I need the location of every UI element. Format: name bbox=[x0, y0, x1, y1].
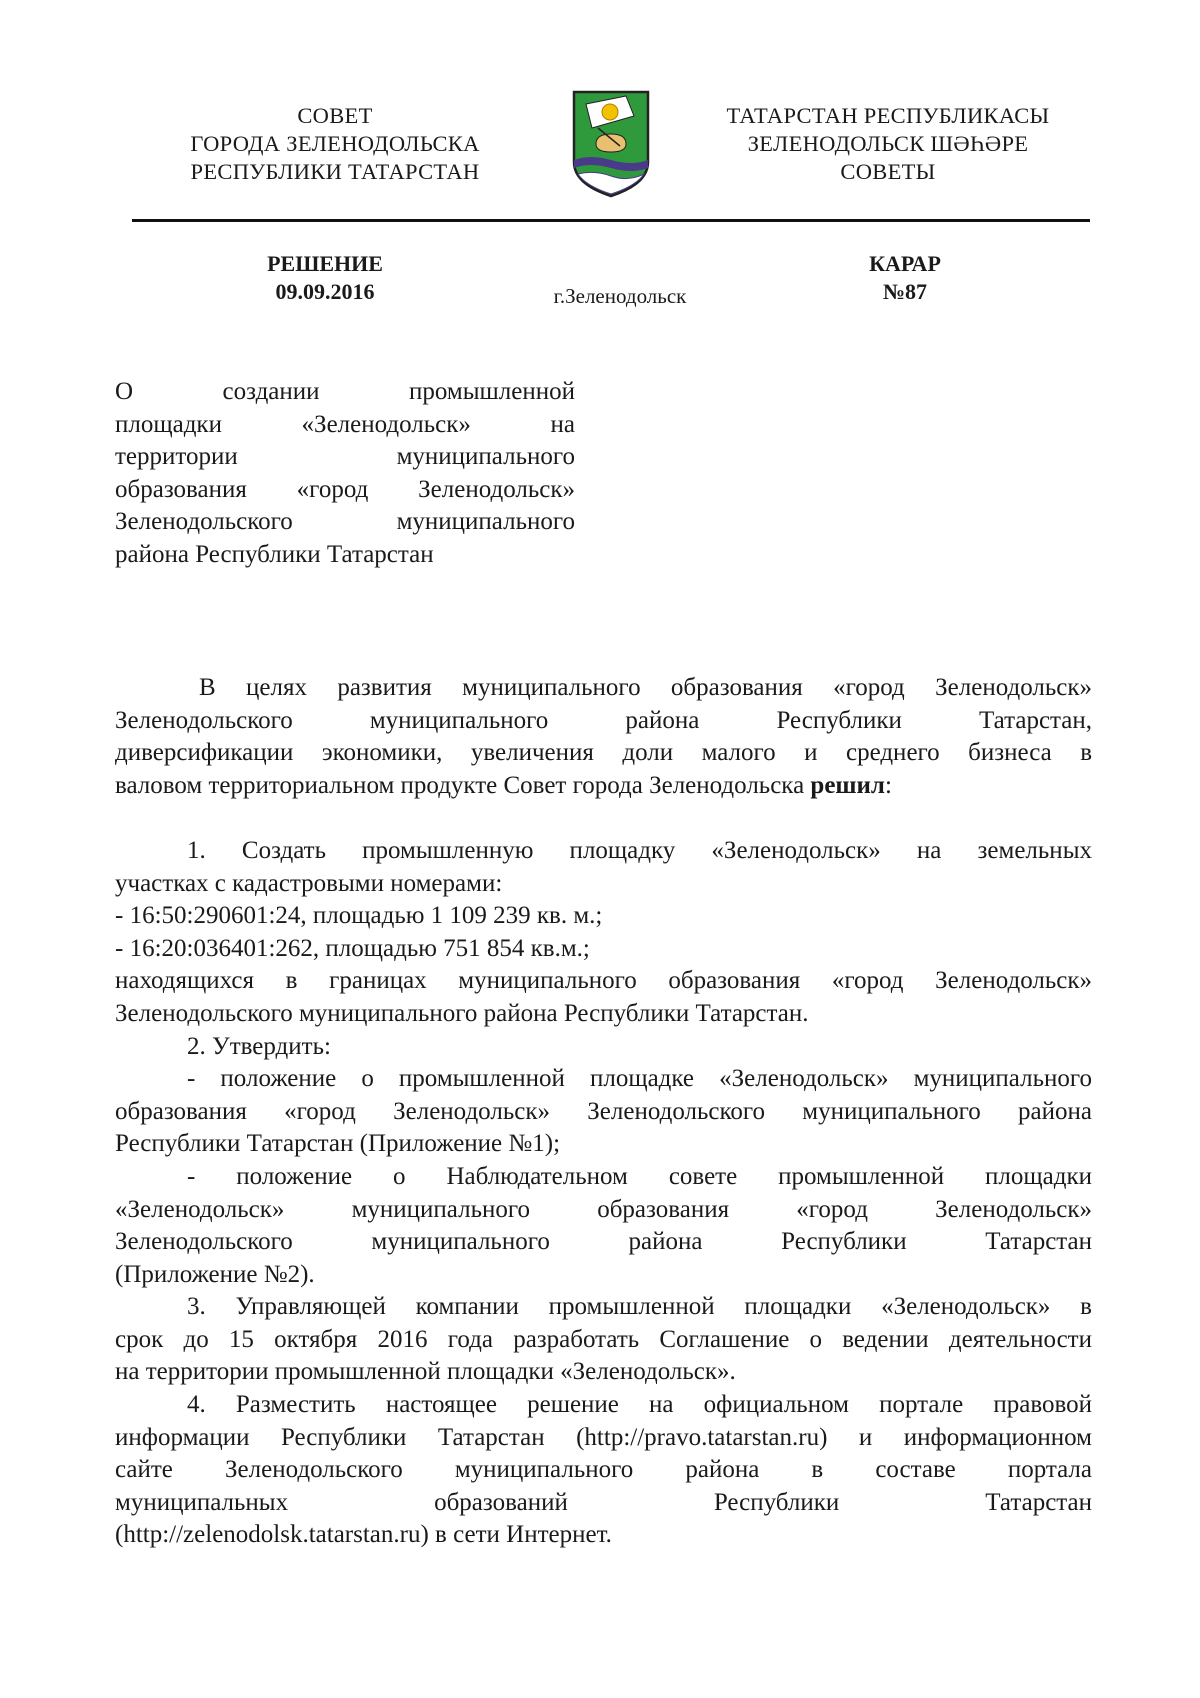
emblem-kettle bbox=[596, 134, 626, 152]
title-line: района Республики Татарстан bbox=[115, 540, 434, 568]
header-divider bbox=[132, 219, 1090, 222]
header-right-line: ТАТАРСТАН РЕСПУБЛИКАСЫ bbox=[726, 103, 1050, 128]
intro-bold-word: решил bbox=[810, 771, 885, 799]
decision-date: 09.09.2016 bbox=[275, 279, 375, 304]
body-line: сайте Зеленодольского муниципального района в составе портала bbox=[115, 1456, 1092, 1484]
body-line: находящихся в границах муниципального образования «город Зеленодольск» bbox=[115, 967, 1092, 995]
body-line: (http://zelenodolsk.tatarstan.ru) в сети Интернет. bbox=[115, 1521, 612, 1549]
header-right-line: ЗЕЛЕНОДОЛЬСК ШӘҺӘРЕ bbox=[747, 131, 1029, 156]
body-line: - 16:20:036401:262, площадью 751 854 кв.м.; bbox=[115, 934, 590, 962]
decision-number: №87 bbox=[882, 279, 928, 304]
paragraph-3 bbox=[115, 1291, 1092, 1389]
paragraph-gap bbox=[115, 802, 1092, 835]
body-line: Зеленодольского муниципального района Республики Татарстан bbox=[115, 1228, 1092, 1256]
document-subject-title bbox=[115, 376, 575, 571]
body-line: участках с кадастровыми номерами: bbox=[115, 869, 503, 897]
title-line: территории муниципального bbox=[115, 443, 575, 470]
body-line: на территории промышленной площадки «Зеленодольск». bbox=[115, 1358, 736, 1386]
header-left-line: ГОРОДА ЗЕЛЕНОДОЛЬСКА bbox=[190, 131, 480, 156]
decision-city: г.Зеленодольск bbox=[553, 284, 687, 308]
intro-paragraph bbox=[115, 672, 1092, 802]
body-line: «Зеленодольск» муниципального образования «город Зеленодольск» bbox=[115, 1195, 1092, 1223]
body-line: Зеленодольского муниципального района Республики Татарстан. bbox=[115, 999, 809, 1027]
city-coat-of-arms-emblem bbox=[570, 88, 652, 198]
body-line: диверсификации экономики, увеличения доли малого и среднего бизнеса в bbox=[115, 739, 1092, 767]
header-right-tatar bbox=[694, 102, 1082, 186]
decision-block-right bbox=[810, 250, 1000, 306]
decision-block-left bbox=[225, 250, 425, 306]
header-left-line: РЕСПУБЛИКИ ТАТАРСТАН bbox=[190, 159, 480, 184]
intro-text: валовом территориальном продукте Совет города Зеленодольска bbox=[115, 771, 805, 799]
header-left-line: СОВЕТ bbox=[297, 103, 373, 128]
header-right-line: СОВЕТЫ bbox=[840, 159, 936, 184]
body-line: 4. Разместить настоящее решение на официальном портале правовой bbox=[187, 1391, 1092, 1419]
paragraph-4 bbox=[115, 1389, 1092, 1552]
body-line: муниципальных образований Республики Татарстан bbox=[115, 1488, 1092, 1516]
body-line: 3. Управляющей компании промышленной площадки «Зеленодольск» в bbox=[187, 1293, 1092, 1321]
body-line: образования «город Зеленодольск» Зеленодольского муниципального района bbox=[115, 1097, 1092, 1125]
paragraph-2 bbox=[115, 1031, 1092, 1292]
body-line: Зеленодольского муниципального района Республики Татарстан, bbox=[115, 706, 1092, 734]
header-left-russian bbox=[150, 102, 520, 186]
title-line: Зеленодольского муниципального bbox=[115, 508, 575, 535]
body-line: Республики Татарстан (Приложение №1); bbox=[115, 1130, 561, 1158]
body-line: 2. Утвердить: bbox=[187, 1032, 331, 1060]
intro-end: : bbox=[884, 771, 892, 799]
paragraph-1 bbox=[115, 835, 1092, 1031]
title-line: О создании промышленной bbox=[115, 378, 575, 405]
body-line-last bbox=[115, 770, 1092, 803]
title-line: образования «город Зеленодольск» bbox=[115, 475, 575, 503]
body-line: срок до 15 октября 2016 года разработать Соглашение о ведении деятельности bbox=[115, 1325, 1092, 1353]
body-line: - положение о Наблюдательном совете промышленной площадки bbox=[187, 1162, 1092, 1190]
body-line: (Приложение №2). bbox=[115, 1260, 315, 1288]
body-line: - 16:50:290601:24, площадью 1 109 239 кв. м.; bbox=[115, 902, 603, 930]
document-body bbox=[115, 672, 1092, 1552]
emblem-symbol bbox=[602, 104, 618, 120]
body-line: 1. Создать промышленную площадку «Зеленодольск» на земельных bbox=[187, 836, 1092, 864]
decision-title: РЕШЕНИЕ bbox=[267, 251, 383, 276]
body-line: В целях развития муниципального образования «город Зеленодольск» bbox=[199, 674, 1092, 701]
body-line: информации Республики Татарстан (http://pravo.tatarstan.ru) и информационном bbox=[115, 1423, 1092, 1451]
karar-title: КАРАР bbox=[869, 251, 941, 276]
body-line: - положение о промышленной площадке «Зеленодольск» муниципального bbox=[187, 1065, 1092, 1093]
title-line: площадки «Зеленодольск» на bbox=[115, 410, 575, 438]
